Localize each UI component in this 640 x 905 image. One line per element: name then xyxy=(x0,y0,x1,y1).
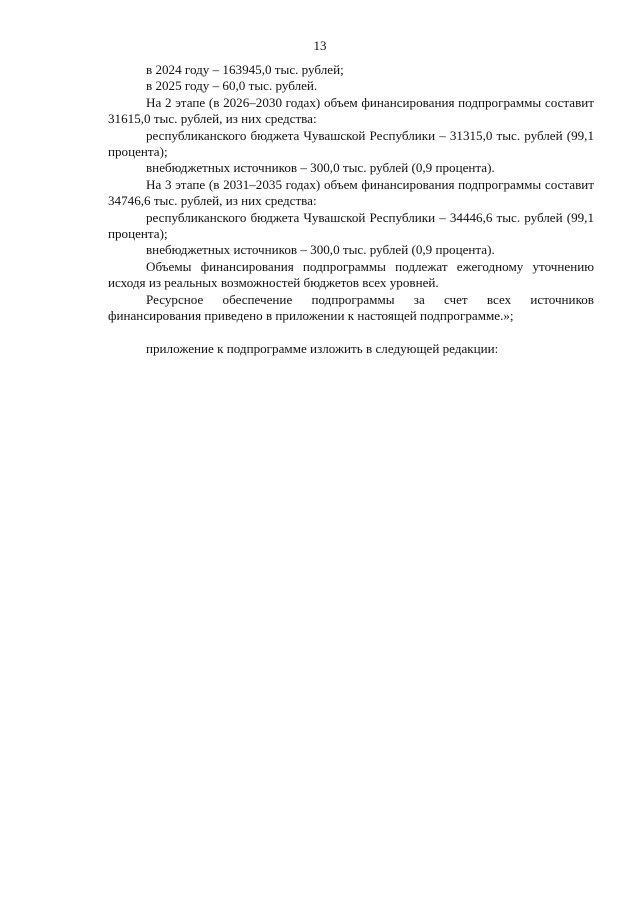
paragraph-stage-3-offbudget: внебюджетных источников – 300,0 тыс. рублей (0,9 процента). xyxy=(146,242,495,258)
page-number: 13 xyxy=(313,38,327,53)
paragraph-stage-3-total: На 3 этапе (в 2031–2035 годах) объем финансирования подпрограммы составит 34746,6 тыс. рублей, из них средства: xyxy=(108,176,594,209)
paragraph-stage-3-republic-budget: республиканского бюджета Чувашской Республики – 34446,6 тыс. рублей (99,1 процента); xyxy=(108,209,594,242)
paragraph-annual-adjustment: Объемы финансирования подпрограммы подлежат ежегодному уточнению исходя из реальных возможностей бюджетов всех уровней. xyxy=(108,258,594,291)
paragraph-2024-amount: в 2024 году – 163945,0 тыс. рублей; xyxy=(146,62,344,77)
paragraph-stage-2-offbudget: внебюджетных источников – 300,0 тыс. рублей (0,9 процента). xyxy=(146,160,495,176)
paragraph-2025-amount: в 2025 году – 60,0 тыс. рублей. xyxy=(146,78,318,94)
document-body xyxy=(108,62,594,357)
paragraph-appendix-instruction: приложение к подпрограмме изложить в следующей редакции: xyxy=(146,340,499,356)
paragraph-resource-provision: Ресурсное обеспечение подпрограммы за счет всех источников финансирования приведено в приложении к настоящей подпрограмме.»; xyxy=(108,291,594,324)
paragraph-stage-2-republic-budget: республиканского бюджета Чувашской Республики – 31315,0 тыс. рублей (99,1 процента); xyxy=(108,127,594,160)
paragraph-stage-2-total: На 2 этапе (в 2026–2030 годах) объем финансирования подпрограммы составит 31615,0 тыс. рублей, из них средства: xyxy=(108,94,594,127)
